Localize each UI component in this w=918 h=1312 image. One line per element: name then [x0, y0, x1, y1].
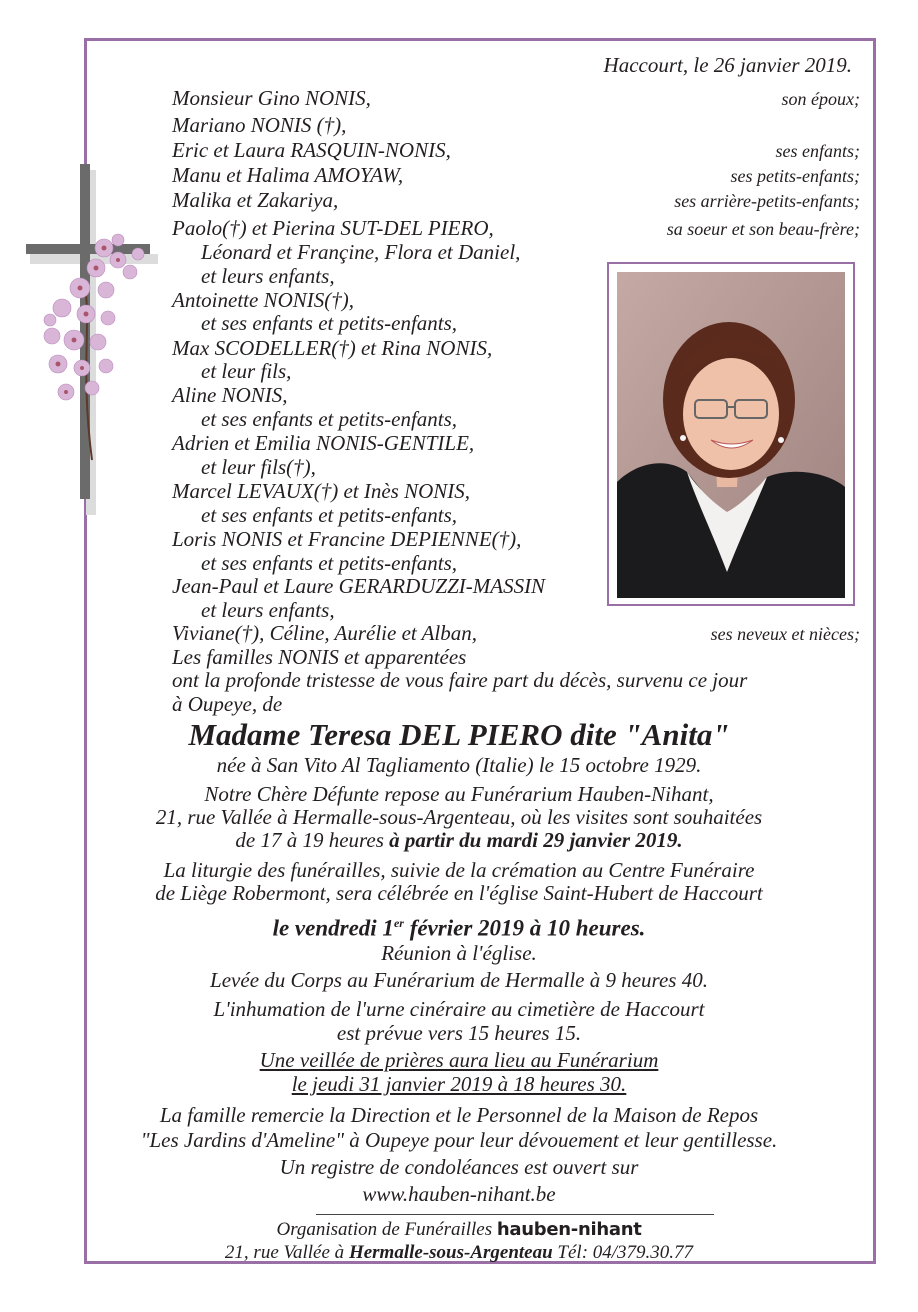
family-member: Mariano NONIS (†), [172, 113, 347, 137]
family-member: Aline NONIS, [172, 383, 288, 407]
funeral-date-a: le vendredi 1 [272, 915, 394, 941]
footer-address-town: Hermalle-sous-Argenteau [348, 1242, 553, 1263]
website-link[interactable]: www.hauben-nihant.be [362, 1182, 556, 1206]
footer-org-label: Organisation de Funérailles [276, 1219, 497, 1240]
family-member: Viviane(†), Céline, Aurélie et Alban, [172, 621, 478, 645]
family-member: Jean-Paul et Laure GERARDUZZI-MASSIN [172, 574, 546, 598]
family-member: ont la profonde tristesse de vous faire part du décès, survenu ce jour [172, 668, 748, 692]
registre-line-1: Un registre de condoléances est ouvert sur [279, 1155, 639, 1179]
family-role: son époux; [781, 89, 860, 109]
funeral-date [0, 911, 918, 941]
family-member: et ses enfants et petits-enfants, [201, 551, 458, 575]
repose-line-3 [0, 828, 918, 852]
inhumation-line-2: est prévue vers 15 heures 15. [336, 1021, 582, 1045]
family-role: ses neveux et nièces; [710, 624, 860, 644]
reunion-line: Réunion à l'église. [381, 941, 537, 965]
family-role: sa soeur et son beau-frère; [666, 219, 860, 239]
family-role: ses enfants; [775, 141, 860, 161]
liturgie-line-1: La liturgie des funérailles, suivie de la crémation au Centre Funéraire [163, 858, 755, 882]
family-member: Léonard et Françine, Flora et Daniel, [201, 240, 521, 264]
family-member: Loris NONIS et Francine DEPIENNE(†), [172, 527, 522, 551]
footer-address-line [0, 1241, 918, 1265]
liturgie-line-2: de Liège Robermont, sera célébrée en l'église Saint-Hubert de Haccourt [155, 881, 763, 905]
family-member: Monsieur Gino NONIS, [172, 86, 371, 110]
family-member: et ses enfants et petits-enfants, [201, 503, 458, 527]
repose-hours: de 17 à 19 heures [235, 828, 384, 852]
birth-line: née à San Vito Al Tagliamento (Italie) le 15 octobre 1929. [216, 753, 702, 777]
cross-with-orchids-icon [22, 160, 162, 520]
footer-address-a: 21, rue Vallée à [224, 1242, 349, 1263]
family-member: et leur fils(†), [201, 455, 316, 479]
family-member: Adrien et Emilia NONIS-GENTILE, [172, 431, 475, 455]
footer-address-phone: Tél: 04/379.30.77 [552, 1242, 694, 1263]
family-member: Les familles NONIS et apparentées [172, 645, 467, 669]
portrait-photo [617, 272, 845, 598]
family-member: Malika et Zakariya, [172, 188, 339, 212]
footer-divider [316, 1214, 714, 1215]
date-line: Haccourt, le 26 janvier 2019. [603, 53, 852, 77]
repose-line-1: Notre Chère Défunte repose au Funérarium Hauben-Nihant, [204, 782, 714, 806]
veillee-text-2: le jeudi 31 janvier 2019 à 18 heures 30. [291, 1072, 627, 1096]
family-member: et ses enfants et petits-enfants, [201, 407, 458, 431]
veillee-line-1 [0, 1048, 918, 1072]
family-member: Max SCODELLER(†) et Rina NONIS, [172, 336, 493, 360]
family-member: Marcel LEVAUX(†) et Inès NONIS, [172, 479, 471, 503]
funeral-date-b: février 2019 à 10 heures. [403, 915, 646, 941]
family-member: Eric et Laura RASQUIN-NONIS, [172, 138, 451, 162]
veillee-text-1: Une veillée de prières aura lieu au Funérarium [259, 1048, 659, 1072]
funeral-date-sup: er [393, 916, 404, 930]
merci-line-1: La famille remercie la Direction et le Personnel de la Maison de Repos [159, 1103, 759, 1127]
family-member: et leurs enfants, [201, 598, 335, 622]
family-role: ses petits-enfants; [730, 166, 860, 186]
repose-date: à partir du mardi 29 janvier 2019. [383, 828, 683, 852]
veillee-line-2 [0, 1072, 918, 1096]
family-role: ses arrière-petits-enfants; [674, 191, 860, 211]
family-member: Antoinette NONIS(†), [172, 288, 354, 312]
repose-line-2: 21, rue Vallée à Hermalle-sous-Argenteau, où les visites sont souhaitées [155, 805, 763, 829]
levee-line: Levée du Corps au Funérarium de Hermalle à 9 heures 40. [210, 968, 708, 992]
family-member: et leurs enfants, [201, 264, 335, 288]
family-member: à Oupeye, de [172, 692, 283, 716]
merci-line-2: "Les Jardins d'Ameline" à Oupeye pour leur dévouement et leur gentillesse. [140, 1128, 778, 1152]
portrait-frame [607, 262, 855, 606]
brand-logo: hauben-nihant [496, 1219, 642, 1240]
footer-org-line [0, 1218, 918, 1242]
inhumation-line-1: L'inhumation de l'urne cinéraire au cimetière de Haccourt [213, 997, 705, 1021]
family-member: Manu et Halima AMOYAW, [172, 163, 404, 187]
family-member: Paolo(†) et Pierina SUT-DEL PIERO, [172, 216, 494, 240]
family-member: et leur fils, [201, 359, 292, 383]
deceased-name: Madame Teresa DEL PIERO dite "Anita" [188, 717, 730, 752]
family-member: et ses enfants et petits-enfants, [201, 311, 458, 335]
